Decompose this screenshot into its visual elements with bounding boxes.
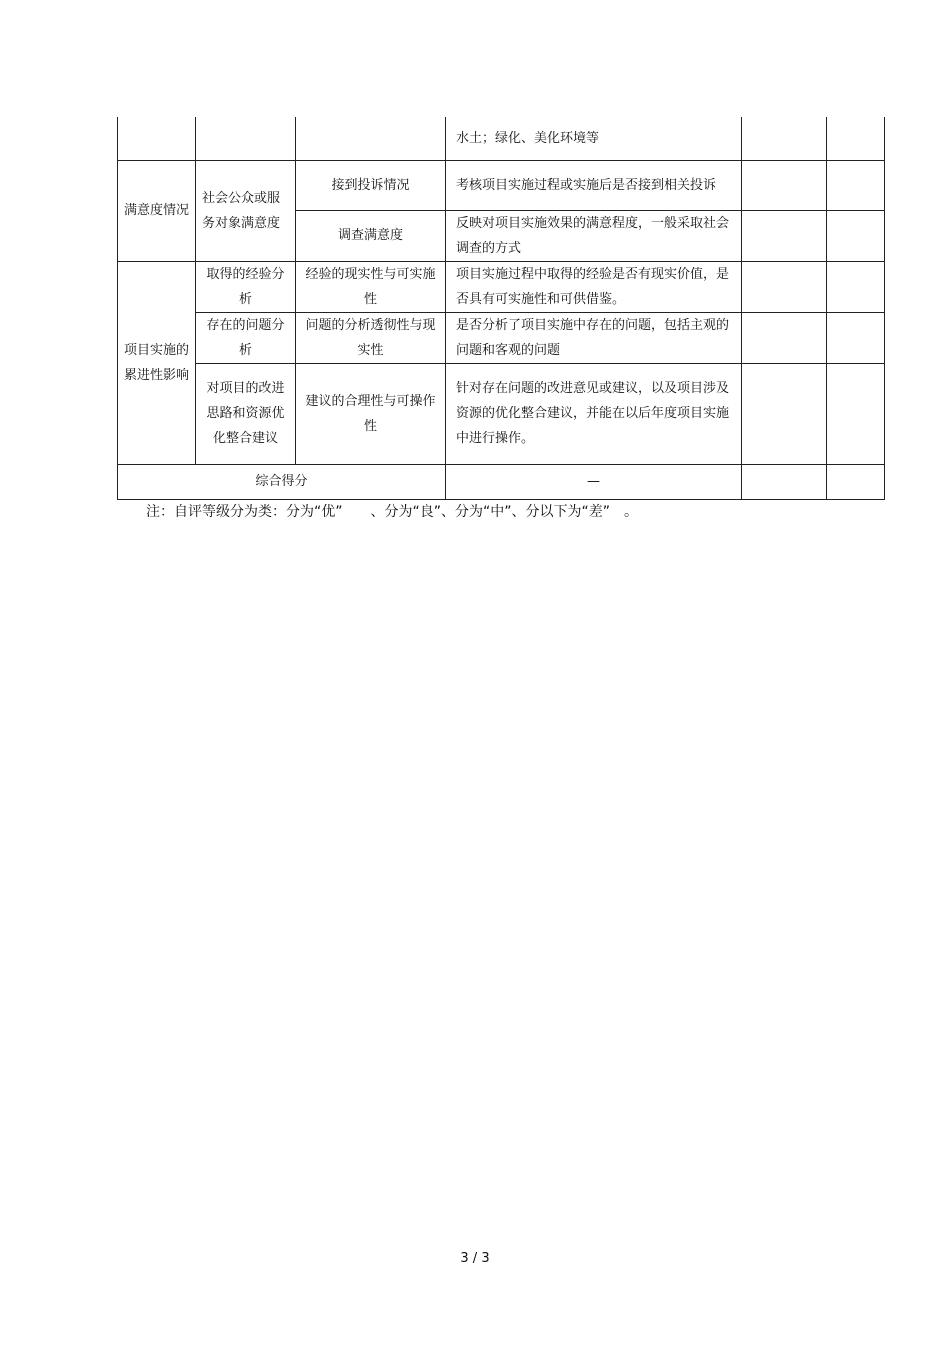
total-score-dash: — (446, 464, 742, 499)
criterion-cell: 是否分析了项目实施中存在的问题，包括主观的问题和客观的问题 (446, 312, 742, 363)
rating-cell (827, 261, 885, 312)
rating-cell (827, 464, 885, 499)
rating-cell (827, 312, 885, 363)
criterion-cell: 项目实施过程中取得的经验是否有现实价值，是否具有可实施性和可供借鉴。 (446, 261, 742, 312)
criterion-cell: 反映对项目实施效果的满意程度，一般采取社会调查的方式 (446, 210, 742, 261)
table-cell (296, 117, 446, 160)
table-row (118, 464, 885, 499)
page-number: 3 / 3 (460, 1251, 490, 1266)
score-cell (742, 160, 827, 210)
table-row (118, 160, 885, 210)
indicator-cell: 建议的合理性与可操作性 (296, 363, 446, 464)
subcategory-cell: 对项目的改进思路和资源优化整合建议 (196, 363, 296, 464)
indicator-cell: 调查满意度 (296, 210, 446, 261)
table-row (118, 363, 885, 464)
indicator-cell: 接到投诉情况 (296, 160, 446, 210)
total-score-label: 综合得分 (118, 464, 446, 499)
score-cell (742, 312, 827, 363)
table-cell (118, 117, 196, 160)
subcategory-cell: 存在的问题分析 (196, 312, 296, 363)
table-cell (196, 117, 296, 160)
criterion-cell: 针对存在问题的改进意见或建议，以及项目涉及资源的优化整合建议，并能在以后年度项目实施中进行操作。 (446, 363, 742, 464)
score-cell (742, 464, 827, 499)
grading-note: 注：自评等级分为类：分为“优” 、分为“良”、分为“中”、分以下为“差” 。 (146, 504, 639, 520)
criterion-cell: 水土；绿化、美化环境等 (446, 117, 742, 160)
indicator-cell: 经验的现实性与可实施性 (296, 261, 446, 312)
indicator-cell: 问题的分析透彻性与现实性 (296, 312, 446, 363)
score-cell (742, 210, 827, 261)
category-cell: 项目实施的累进性影响 (118, 261, 196, 464)
score-cell (742, 363, 827, 464)
subcategory-cell: 社会公众或服务对象满意度 (196, 160, 296, 261)
table-row (118, 117, 885, 160)
evaluation-table (117, 117, 885, 500)
rating-cell (827, 160, 885, 210)
table-row (118, 261, 885, 312)
rating-cell (827, 363, 885, 464)
category-cell: 满意度情况 (118, 160, 196, 261)
subcategory-cell: 取得的经验分析 (196, 261, 296, 312)
rating-cell (827, 117, 885, 160)
rating-cell (827, 210, 885, 261)
score-cell (742, 117, 827, 160)
score-cell (742, 261, 827, 312)
criterion-cell: 考核项目实施过程或实施后是否接到相关投诉 (446, 160, 742, 210)
table-row (118, 312, 885, 363)
